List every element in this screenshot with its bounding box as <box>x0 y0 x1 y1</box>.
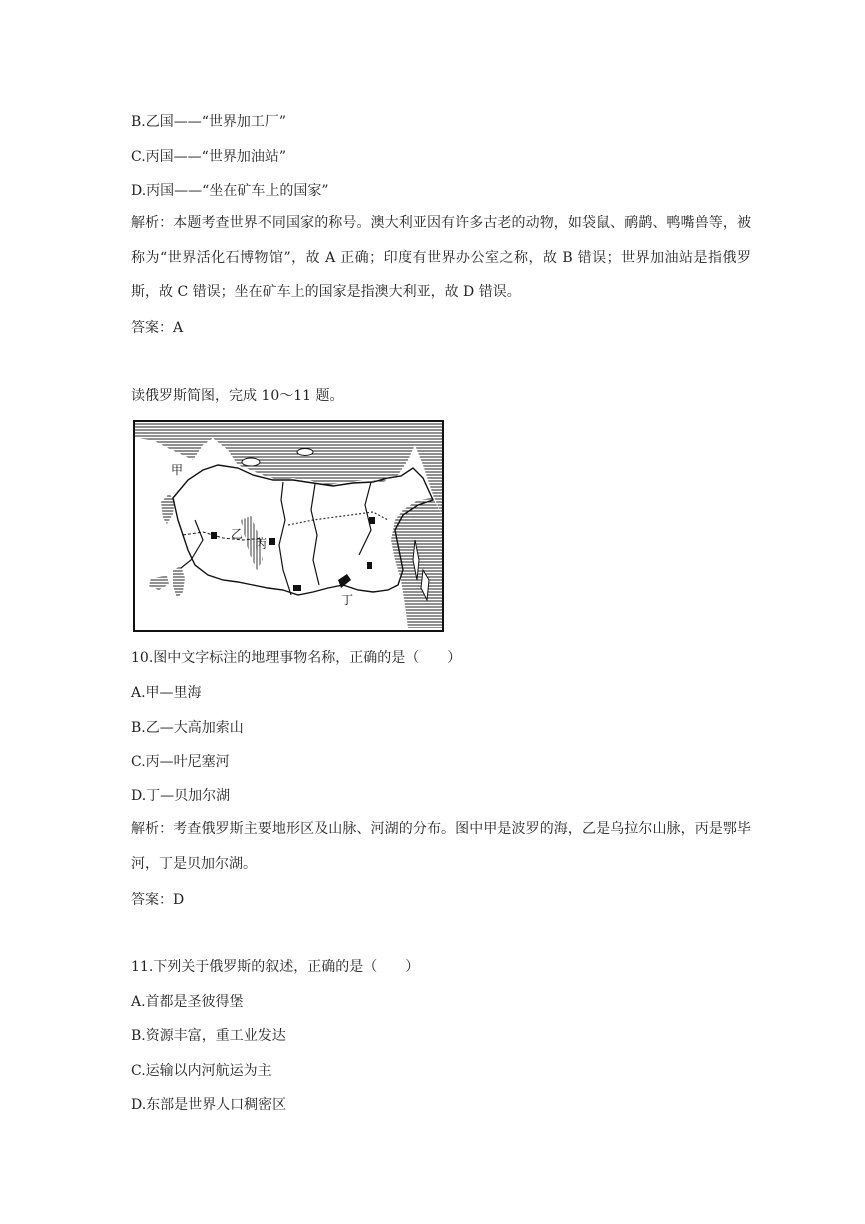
q11-option-b: B.资源丰富，重工业发达 <box>131 1028 286 1044</box>
q9-answer: 答案：A <box>131 320 184 336</box>
q9-option-b: B.乙国——“世界加工厂” <box>131 114 287 130</box>
q11-option-c: C.运输以内河航运为主 <box>131 1063 272 1079</box>
q11-option-a: A.首都是圣彼得堡 <box>131 994 244 1010</box>
q9-analysis: 解析：本题考查世界不同国家的称号。澳大利亚因有许多古老的动物，如袋鼠、鸸鹋、鸭嘴兽等，被称为“世界活化石博物馆”，故 A 正确；印度有世界办公室之称，故 B 错误；世界加油站是指俄罗斯，故 C 错误；坐在矿车上的国家是指澳大利亚，故 D 错误。 <box>131 215 751 300</box>
q11-option-d: D.东部是世界人口稠密区 <box>131 1097 287 1113</box>
map-intro: 读俄罗斯简图，完成 10～11 题。 <box>131 388 344 404</box>
q9-option-c: C.丙国——“世界加油站” <box>131 149 286 165</box>
novaya-zemlya <box>242 458 260 466</box>
map-mark <box>369 517 375 524</box>
q10-option-b: B.乙—大高加索山 <box>131 720 244 736</box>
map-mark <box>269 538 275 545</box>
q10-stem: 10.图中文字标注的地理事物名称，正确的是（ ） <box>131 650 462 666</box>
map-mark <box>293 585 301 591</box>
q10-answer: 答案：D <box>131 892 185 908</box>
q10-analysis: 解析：考查俄罗斯主要地形区及山脉、河湖的分布。图中甲是波罗的海，乙是乌拉尔山脉，丙是鄂毕河，丁是贝加尔湖。 <box>131 821 751 872</box>
map-label-yi: 乙 <box>231 527 244 541</box>
q10-option-a: A.甲—里海 <box>131 685 202 701</box>
q10-option-d: D.丁—贝加尔湖 <box>131 788 231 804</box>
russia-map <box>133 420 444 632</box>
map-label-jia: 甲 <box>171 463 184 477</box>
map-label-ding: 丁 <box>341 593 354 607</box>
map-label-bing: 丙 <box>255 537 268 551</box>
q11-stem: 11.下列关于俄罗斯的叙述，正确的是（ ） <box>131 959 420 975</box>
map-mark <box>367 562 372 569</box>
map-mark <box>211 532 217 539</box>
q10-option-c: C.丙—叶尼塞河 <box>131 754 230 770</box>
island-north <box>297 449 313 456</box>
q9-option-d: D.丙国——“坐在矿车上的国家” <box>131 183 329 199</box>
